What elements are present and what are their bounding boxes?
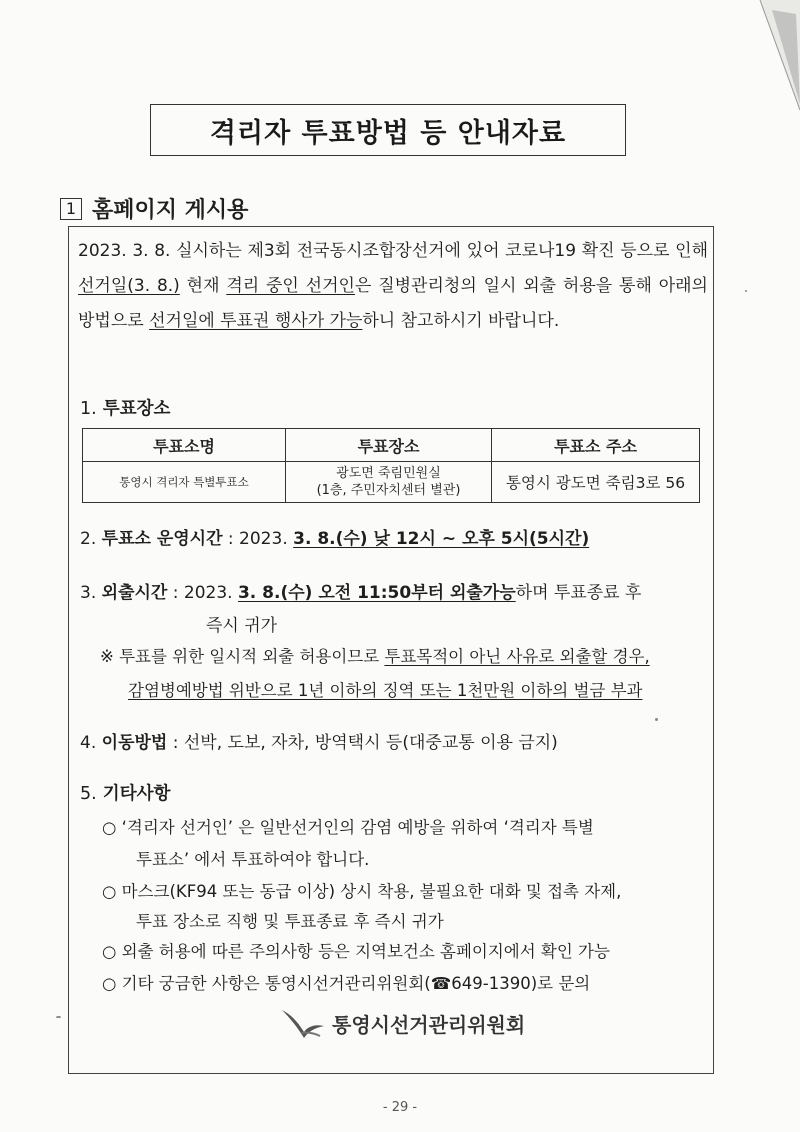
table-cell-place xyxy=(286,462,492,503)
item-label: 외출시간 xyxy=(101,583,168,603)
item-value: 3. 8.(수) 낮 12시 ~ 오후 5시(5시간) xyxy=(293,529,590,549)
bullet-mark: ○ xyxy=(102,882,117,901)
intro-text: 하니 참고하시기 바랍니다. xyxy=(362,311,560,331)
bullet-continuation: 투표 장소로 직행 및 투표종료 후 즉시 귀가 xyxy=(136,912,444,931)
table-header: 투표소 주소 xyxy=(492,429,700,462)
notice-mark: ※ xyxy=(100,647,114,666)
item-value: 3. 8.(수) 오전 11:50부터 외출가능 xyxy=(237,583,516,603)
item-value: : 선박, 도보, 자차, 방역택시 등(대중교통 이용 금지) xyxy=(167,733,558,753)
item-4-line xyxy=(80,728,558,753)
section-number: 1 xyxy=(60,198,82,220)
bullet-text: ‘격리자 선거인’ 은 일반선거인의 감염 예방을 위하여 ‘격리자 특별 xyxy=(121,818,594,837)
item-rest: 하며 투표종료 후 xyxy=(515,583,642,603)
intro-paragraph xyxy=(78,234,708,339)
notice-underline: 감염병예방법 위반으로 1년 이하의 징역 또는 1천만원 이하의 벌금 부과 xyxy=(128,681,643,700)
bullet-item xyxy=(102,970,590,994)
item-label: 기타사항 xyxy=(102,784,171,804)
bullet-mark: ○ xyxy=(102,818,117,837)
item-2-line xyxy=(80,524,589,549)
page-number: - 29 - xyxy=(382,1100,418,1115)
bullet-item xyxy=(102,878,621,902)
bullet-text: 외출 허용에 따른 주의사항 등은 지역보건소 홈페이지에서 확인 가능 xyxy=(121,942,610,961)
intro-text: 은 질병관리청의 일시 외출 허용을 통해 아래의 방법으로 xyxy=(78,276,708,331)
item-3-continuation: 즉시 귀가 xyxy=(206,616,278,636)
bullet-text: 기타 궁금한 사항은 통영시선거관리위원회(☎649-1390)로 문의 xyxy=(121,974,591,993)
place-line: 광도면 죽림민원실 xyxy=(336,466,441,481)
notice-underline: 투표목적이 아닌 사유로 외출할 경우, xyxy=(384,647,650,666)
section-label: 홈페이지 게시용 xyxy=(92,198,249,223)
place-line: (1층, 주민자치센터 별관) xyxy=(316,483,461,498)
notice-line-2 xyxy=(128,677,643,701)
commission-name: 통영시선거관리위원회 xyxy=(332,1012,526,1037)
bullet-item xyxy=(102,938,610,962)
table-header: 투표장소 xyxy=(286,429,492,462)
item-5-heading xyxy=(80,780,170,805)
item-sep: : 2023. xyxy=(167,583,238,603)
item-number: 1. xyxy=(80,399,97,419)
bullet-text: 마스크(KF94 또는 동급 이상) 상시 착용, 불필요한 대화 및 접촉 자제, xyxy=(121,882,622,901)
bullet-mark: ○ xyxy=(102,942,117,961)
intro-underline-date: 선거일(3. 8.) xyxy=(78,276,180,296)
item-sep: : 2023. xyxy=(222,529,294,549)
table-cell-name: 통영시 격리자 특별투표소 xyxy=(83,462,286,503)
venue-table xyxy=(82,428,700,503)
item-number: 5. xyxy=(80,784,97,804)
bullet-mark: ○ xyxy=(102,974,117,993)
item-number: 4. xyxy=(80,733,97,753)
item-label: 투표장소 xyxy=(102,399,171,419)
table-cell-address: 통영시 광도면 죽림3로 56 xyxy=(492,462,700,503)
table-row xyxy=(83,462,700,503)
item-1-heading xyxy=(80,395,170,420)
notice-text: 투표를 위한 일시적 외출 허용이므로 xyxy=(113,647,385,666)
scan-speck xyxy=(745,290,747,292)
item-label: 이동방법 xyxy=(101,733,168,753)
bullet-continuation: 투표소’ 에서 투표하여야 합니다. xyxy=(136,850,370,869)
table-header-row xyxy=(83,429,700,462)
seagull-logo-icon xyxy=(280,1006,326,1040)
table-header: 투표소명 xyxy=(83,429,286,462)
document-title: 격리자 투표방법 등 안내자료 xyxy=(150,104,626,156)
item-number: 2. xyxy=(80,529,97,549)
item-number: 3. xyxy=(80,583,97,603)
item-3-line xyxy=(80,578,641,603)
notice-line-1 xyxy=(100,643,650,667)
intro-text: 2023. 3. 8. 실시하는 제3회 전국동시조합장선거에 있어 코로나19 확진 등으로 인해 xyxy=(78,241,708,261)
item-label: 투표소 운영시간 xyxy=(101,529,223,549)
intro-underline-voters: 격리 중인 선거인 xyxy=(226,276,355,296)
commission-logo xyxy=(280,1006,525,1040)
scan-speck xyxy=(56,1016,61,1018)
section-heading xyxy=(60,193,248,224)
page-curl-corner xyxy=(730,0,800,110)
intro-text: 현재 xyxy=(179,276,227,296)
intro-underline-vote: 선거일에 투표권 행사가 가능 xyxy=(149,311,363,331)
bullet-item xyxy=(102,814,594,838)
scan-speck xyxy=(655,718,658,721)
